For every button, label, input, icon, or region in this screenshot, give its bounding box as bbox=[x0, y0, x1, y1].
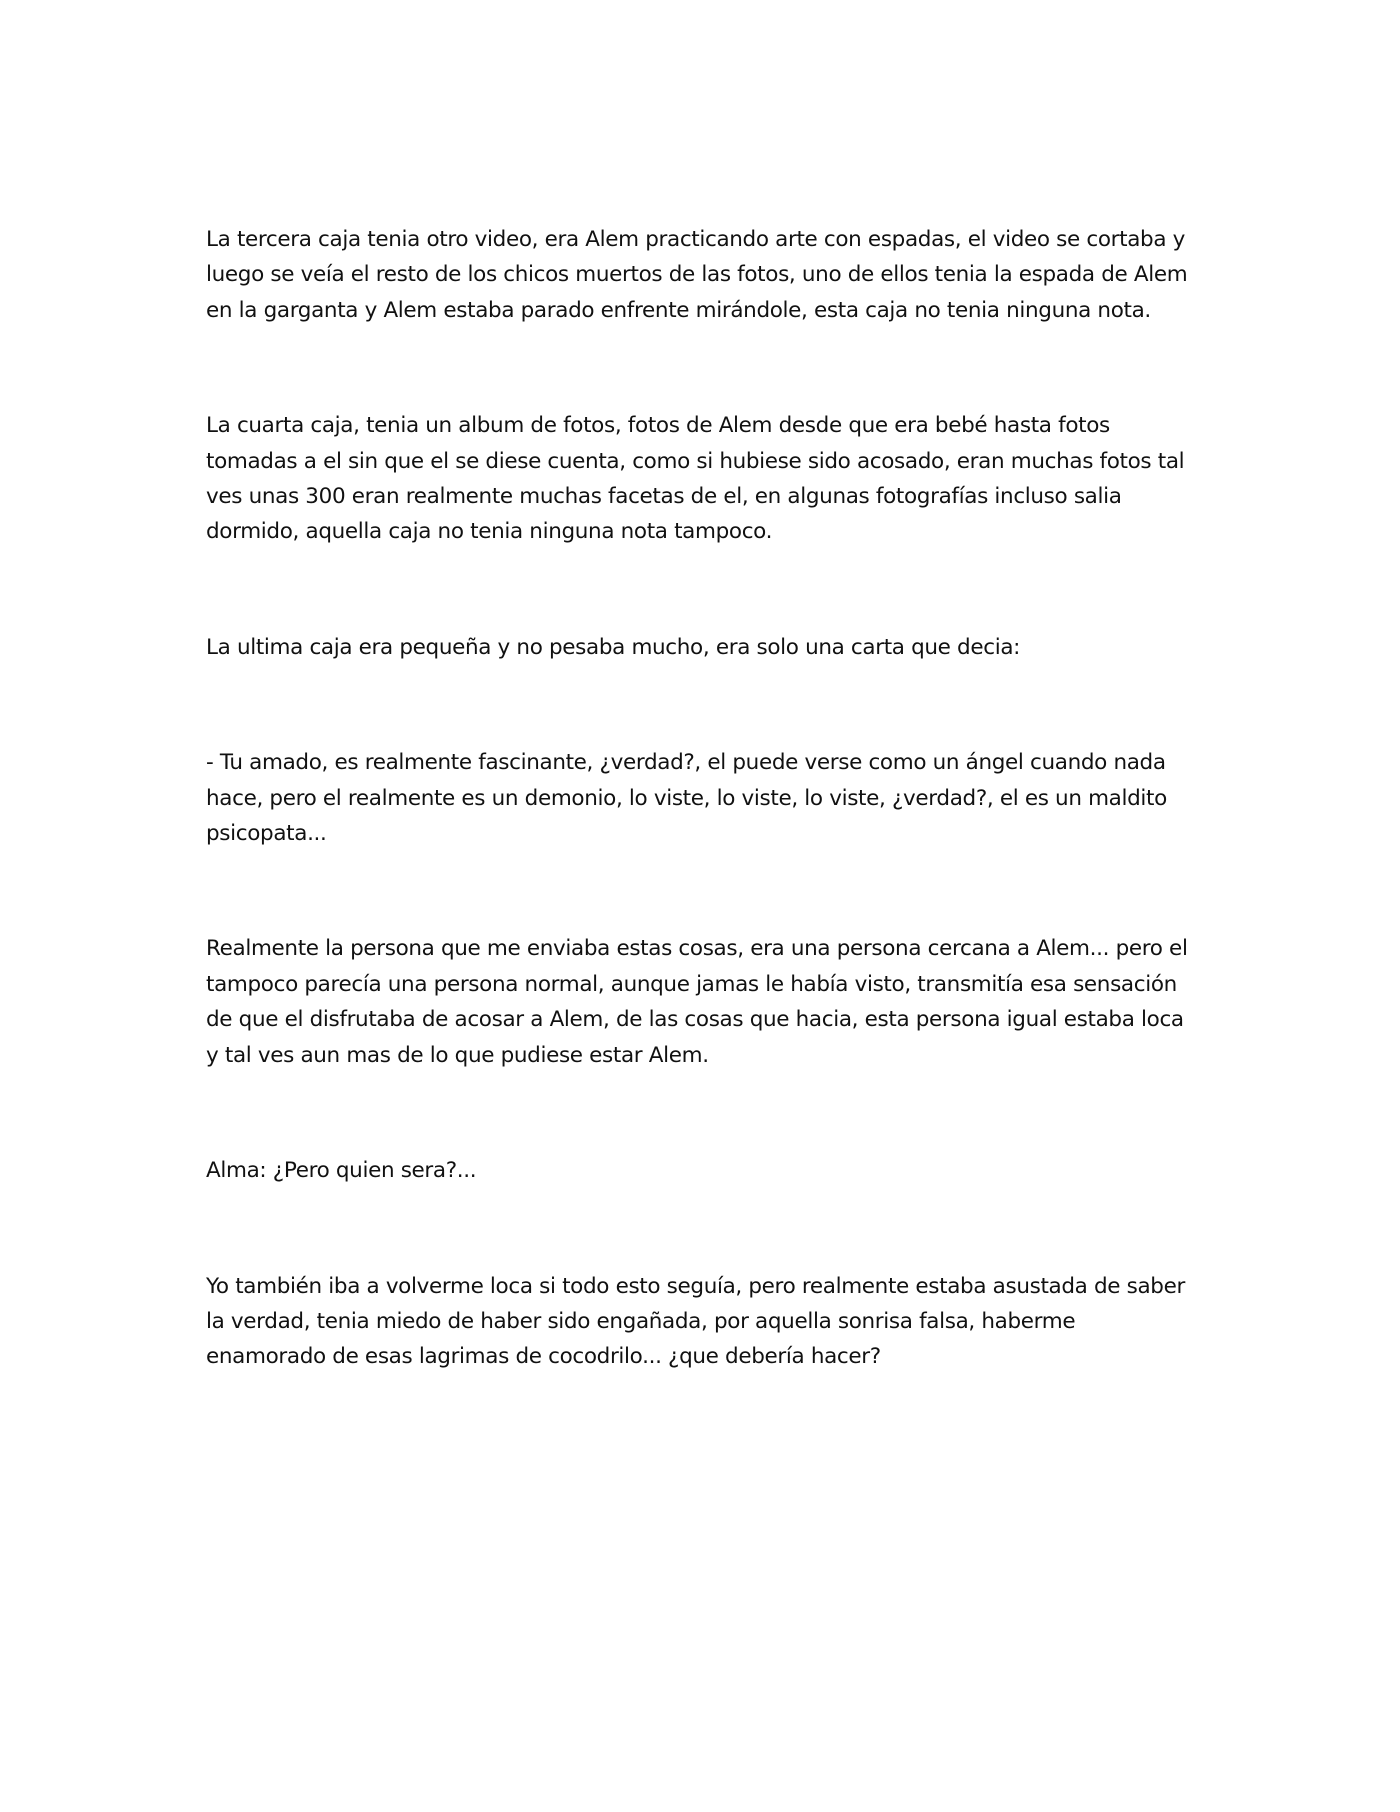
document-body bbox=[206, 222, 1196, 1375]
paragraph-narration: Realmente la persona que me enviaba estas cosas, era una persona cercana a Alem... pero el tampoco parecía una persona normal, aunque jamas le había visto, transmitía esa sensación de que el disfrutaba de acosar a Alem, de las cosas que hacia, esta persona igual estaba loca y tal ves aun mas de lo que pudiese estar Alem. bbox=[206, 936, 1188, 1068]
paragraph-third-box: La tercera caja tenia otro video, era Alem practicando arte con espadas, el video se cortaba y luego se veía el resto de los chicos muertos de las fotos, uno de ellos tenia la espada de Alem en la garganta y Alem estaba parado enfrente mirándole, esta caja no tenia ninguna nota. bbox=[206, 227, 1188, 323]
paragraph-dialogue: Alma: ¿Pero quien sera?... bbox=[206, 1158, 477, 1184]
paragraph-closing: Yo también iba a volverme loca si todo esto seguía, pero realmente estaba asustada de saber la verdad, tenia miedo de haber sido engañada, por aquella sonrisa falsa, haberme enamorado de esas lagrimas de cocodrilo... ¿que debería hacer? bbox=[206, 1273, 1185, 1370]
paragraph-letter-quote: - Tu amado, es realmente fascinante, ¿verdad?, el puede verse como un ángel cuando nada hace, pero el realmente es un demonio, lo viste, lo viste, lo viste, ¿verdad?, el es un maldito psicopata... bbox=[206, 750, 1167, 847]
paragraph-last-box: La ultima caja era pequeña y no pesaba mucho, era solo una carta que decia: bbox=[206, 634, 1021, 660]
paragraph-fourth-box: La cuarta caja, tenia un album de fotos, fotos de Alem desde que era bebé hasta fotos tomadas a el sin que el se diese cuenta, como si hubiese sido acosado, eran muchas fotos tal ves unas 300 eran realmente muchas facetas de el, en algunas fotografías incluso salia dormido, aquella caja no tenia ninguna nota tampoco. bbox=[206, 413, 1185, 545]
